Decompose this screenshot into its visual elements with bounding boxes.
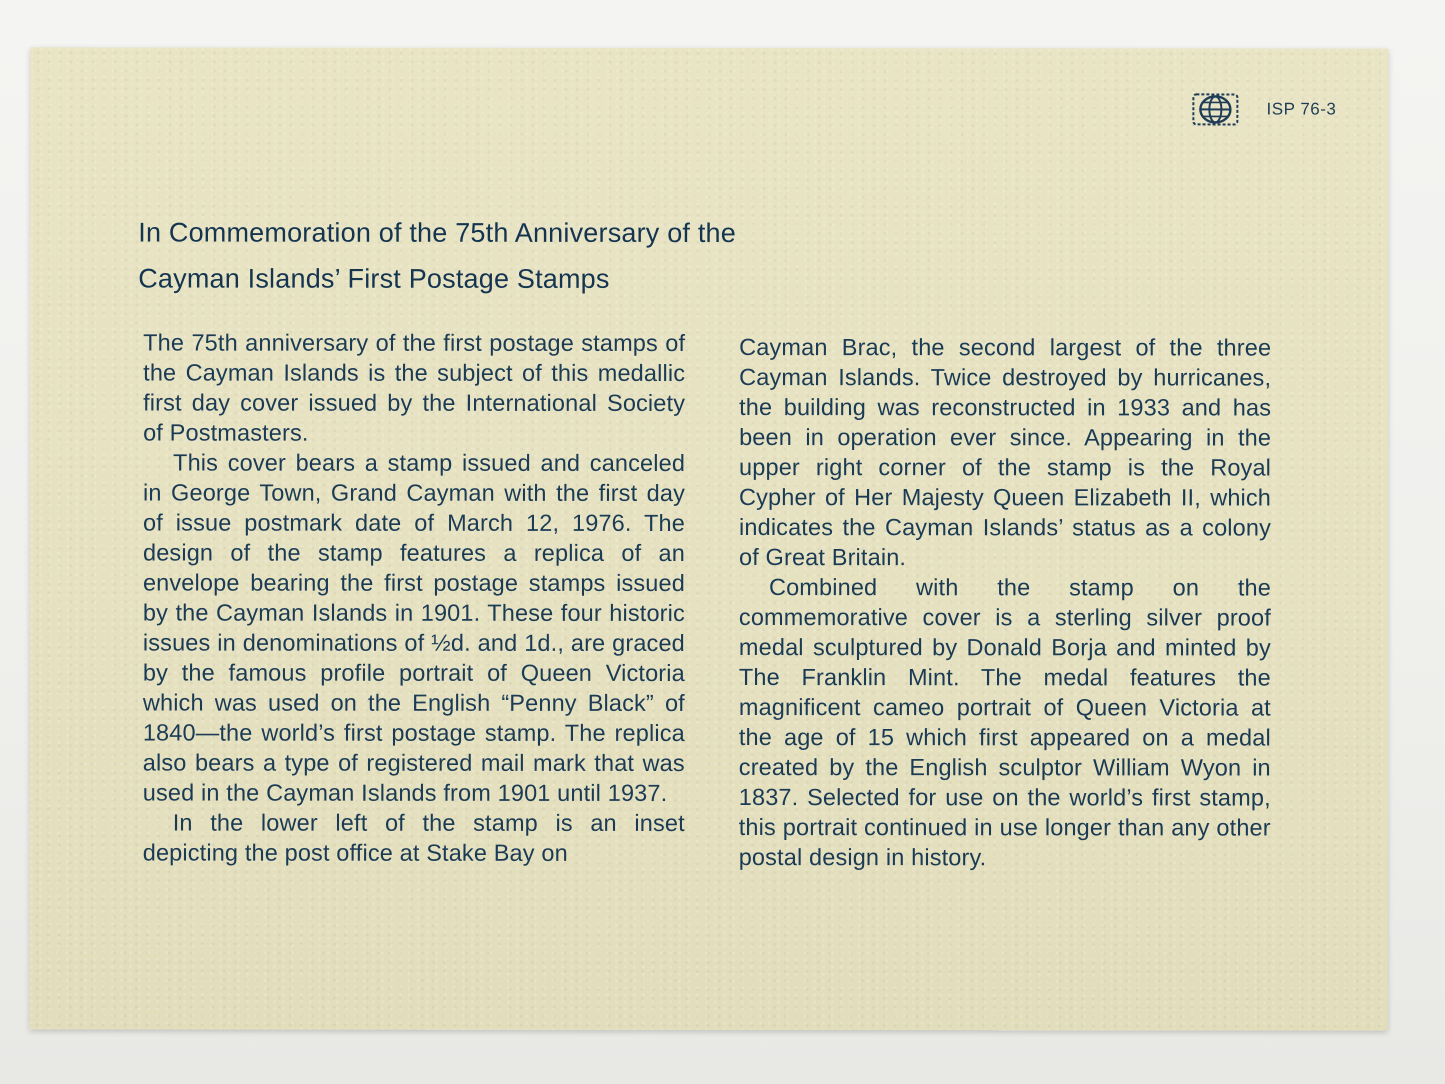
publisher-mark [1191, 92, 1337, 126]
paragraph: Cayman Brac, the second largest of the three Cayman Islands. Twice destroyed by hurricanes, the building was reconstructed in 1933 and has been in operation ever since. Appearing in the upper right corner of the stamp is the Royal Cypher of Her Majesty Queen Elizabeth II, which indicates the Cayman Islands’ status as a colony of Great Britain. [738, 334, 1272, 571]
commemorative-insert-card [30, 47, 1389, 1030]
title-line-2: Cayman Islands’ First Postage Stamps [138, 263, 610, 294]
globe-stamp-icon [1191, 92, 1241, 126]
paragraph: This cover bears a stamp issued and canceled in George Town, Grand Cayman with the first day of issue postmark date of March 12, 1976. The design of the stamp features a replica of an envelope bearing the first postage stamps issued by the Cayman Islands in 1901. These four historic issues in denominations of ½d. and 1d., are graced by the famous profile portrait of Queen Victoria which was used on the English “Penny Black” of 1840—the world’s first postage stamp. The replica also bears a type of registered mail mark that was used in the Cayman Islands from 1901 until 1937. [142, 449, 686, 806]
paragraph: Combined with the stamp on the commemorative cover is a sterling silver proof medal sculptured by Donald Borja and minted by The Franklin Mint. The medal features the magnificent cameo portrait of Queen Victoria at the age of 15 which first appeared on a medal created by the English sculptor William Wyon in 1837. Selected for use on the world’s first stamp, this portrait continued in use longer than any other postal design in history. [738, 574, 1271, 871]
catalog-code: ISP 76-3 [1266, 99, 1337, 119]
body-column-left [143, 328, 685, 868]
page-title [138, 210, 898, 303]
paragraph: In the lower left of the stamp is an inset depicting the post office at Stake Bay on [142, 809, 685, 866]
body-column-right [739, 332, 1271, 872]
paragraph: The 75th anniversary of the first postage stamps of the Cayman Islands is the subject of this medallic first day cover issued by the International Society of Postmasters. [143, 329, 686, 446]
title-line-1: In Commemoration of the 75th Anniversary of the [138, 217, 736, 249]
